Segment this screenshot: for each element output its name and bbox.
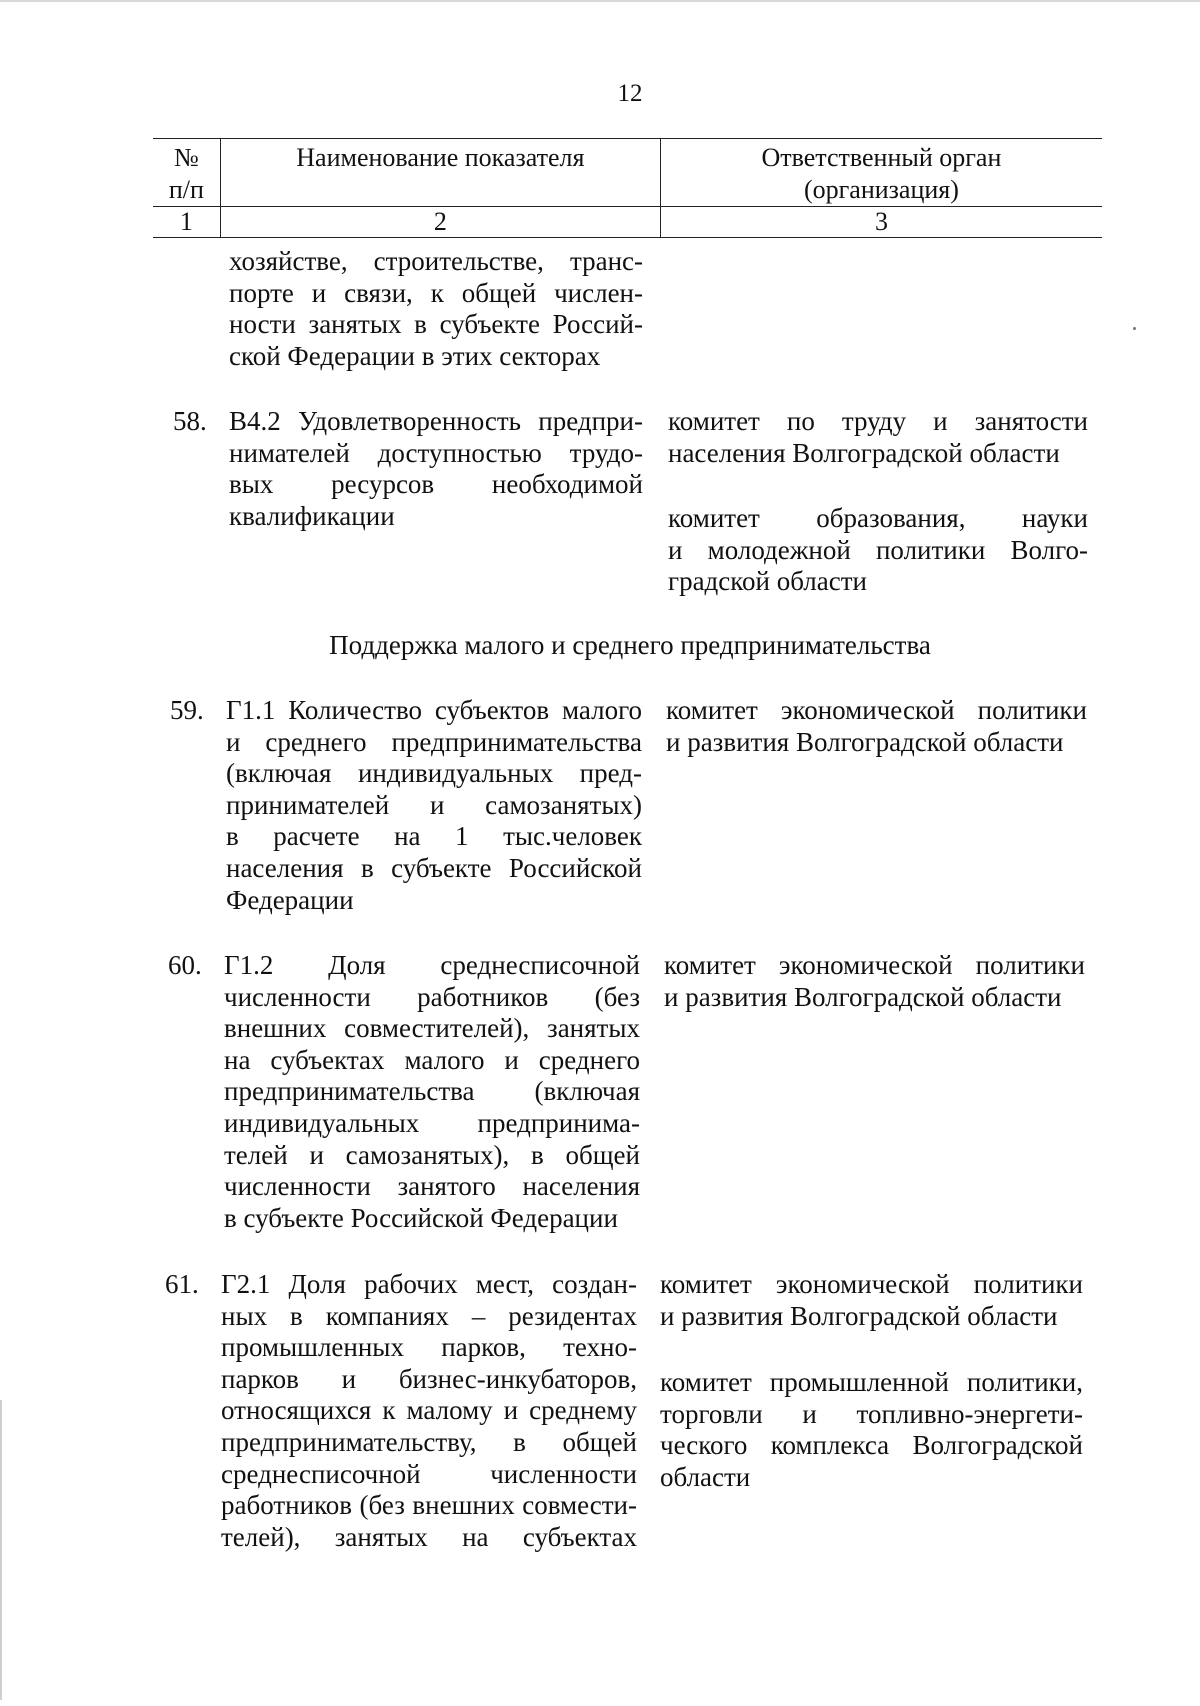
row-61-responsible-organ-1: комитет экономической политики и развития Волгоградской области <box>660 1269 1083 1331</box>
header-index-3: 3 <box>660 207 1102 238</box>
header-col-responsible-organ: Ответственный орган (организация) <box>660 139 1102 207</box>
continuation-text: хозяйстве, строительстве, транс- порте и связи, к общей числен- ности занятых в субъекте Россий- ской Федерации в этих секторах <box>229 246 643 371</box>
scan-edge-top <box>0 0 1200 2</box>
row-58-responsible-organ-1: комитет по труду и занятости населения Волгоградской области <box>668 406 1088 468</box>
row-58-number: 58. <box>173 406 207 436</box>
row-60-indicator-name: Г1.2 Доля среднесписочной численности работников (без внешних совместителей), занятых на субъектах малого и среднего предпринимательства (включая индивидуальных предпринима- телей и самозанятых), в общей численности занятого населения в субъекте Российской Федерации <box>224 950 640 1233</box>
row-59-indicator-name: Г1.1 Количество субъектов малого и среднего предпринимательства (включая индивидуальных пред- принимателей и самозанятых) в расчете на 1 тыс.человек населения в субъекте Российской Федерации <box>226 695 642 915</box>
row-60-responsible-organ: комитет экономической политики и развития Волгоградской области <box>664 950 1085 1012</box>
header-col-indicator-name: Наименование показателя <box>220 139 660 207</box>
row-60-number: 60. <box>168 950 202 980</box>
row-59-number: 59. <box>170 695 204 725</box>
header-index-2: 2 <box>220 207 660 238</box>
row-58-responsible-organ-2: комитет образования, науки и молодежной политики Волго- градской области <box>668 503 1088 597</box>
table-header <box>153 138 1102 238</box>
scan-edge-left <box>0 1400 2 1700</box>
row-58-indicator-name: B4.2 Удовлетворенность предпри- нимателей доступностью трудо- вых ресурсов необходимой квалификации <box>229 406 643 531</box>
page-number: 12 <box>617 80 643 107</box>
row-61-number: 61. <box>165 1269 199 1299</box>
row-61-indicator-name: Г2.1 Доля рабочих мест, создан- ных в компаниях – резидентах промышленных парков, техно- парков и бизнес-инкубаторов, относящихся к малому и среднему предпринимательству, в общей среднесписочной численности работников (без внешних совмести- телей), занятых на субъектах <box>221 1269 637 1552</box>
row-61-responsible-organ-2: комитет промышленной политики, торговли и топливно-энергети- ческого комплекса Волгоградской области <box>660 1367 1083 1492</box>
row-59-responsible-organ: комитет экономической политики и развития Волгоградской области <box>666 695 1087 757</box>
header-index-1: 1 <box>153 207 220 238</box>
header-col-number: № п/п <box>153 139 220 207</box>
section-title: Поддержка малого и среднего предпринимательства <box>329 630 931 660</box>
scan-speck <box>1133 327 1136 330</box>
